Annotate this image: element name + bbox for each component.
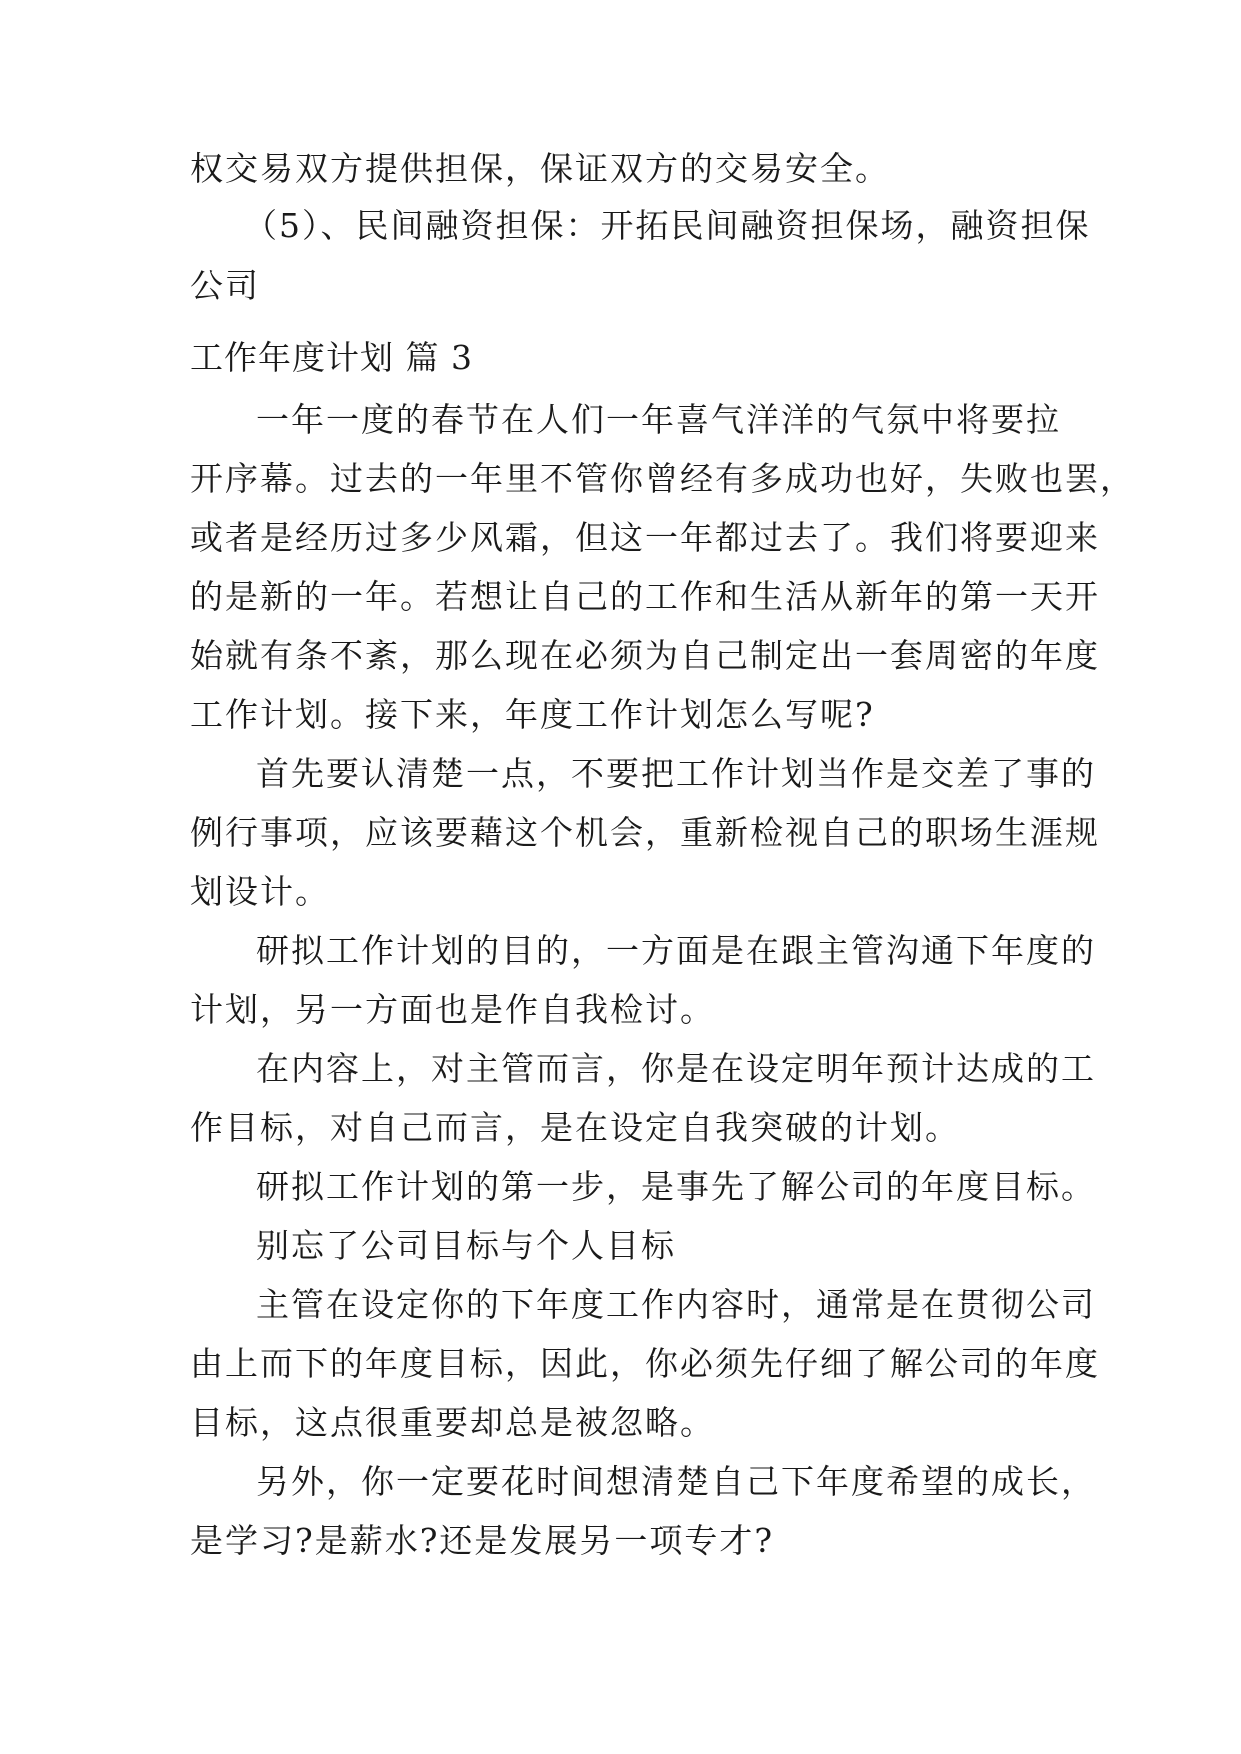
text-line: （5）、民间融资担保：开拓民间融资担保场，融资担保 xyxy=(244,206,1091,245)
text-line: 权交易双方提供担保，保证双方的交易安全。 xyxy=(190,149,890,188)
text-line: 目标，这点很重要却总是被忽略。 xyxy=(190,1403,715,1442)
text-line: 作目标，对自己而言，是在设定自我突破的计划。 xyxy=(190,1108,960,1147)
text-line: 工作计划。接下来，年度工作计划怎么写呢? xyxy=(190,695,875,734)
text-line: 一年一度的春节在人们一年喜气洋洋的气氛中将要拉 xyxy=(256,400,1061,439)
text-line: 开序幕。过去的一年里不管你曾经有多成功也好，失败也罢， xyxy=(190,459,1135,498)
text-line: 划设计。 xyxy=(190,872,330,911)
text-line: 另外，你一定要花时间想清楚自己下年度希望的成长， xyxy=(256,1462,1096,1501)
text-line: 计划，另一方面也是作自我检讨。 xyxy=(190,990,715,1029)
text-line: 研拟工作计划的第一步，是事先了解公司的年度目标。 xyxy=(256,1167,1096,1206)
text-line: 例行事项，应该要藉这个机会，重新检视自己的职场生涯规 xyxy=(190,813,1100,852)
text-line: 或者是经历过多少风霜，但这一年都过去了。我们将要迎来 xyxy=(190,518,1100,557)
text-line: 首先要认清楚一点，不要把工作计划当作是交差了事的 xyxy=(256,754,1096,793)
text-line: 研拟工作计划的目的，一方面是在跟主管沟通下年度的 xyxy=(256,931,1096,970)
text-line: 始就有条不紊，那么现在必须为自己制定出一套周密的年度 xyxy=(190,636,1100,675)
text-line: 由上而下的年度目标，因此，你必须先仔细了解公司的年度 xyxy=(190,1344,1100,1383)
text-line: 公司 xyxy=(190,266,260,305)
text-line: 在内容上，对主管而言，你是在设定明年预计达成的工 xyxy=(256,1049,1096,1088)
text-line: 主管在设定你的下年度工作内容时，通常是在贯彻公司 xyxy=(256,1285,1096,1324)
text-line: 是学习?是薪水?还是发展另一项专才? xyxy=(190,1521,775,1560)
text-line: 别忘了公司目标与个人目标 xyxy=(256,1226,676,1265)
text-line: 的是新的一年。若想让自己的工作和生活从新年的第一天开 xyxy=(190,577,1100,616)
section-heading: 工作年度计划 篇 3 xyxy=(190,338,473,377)
